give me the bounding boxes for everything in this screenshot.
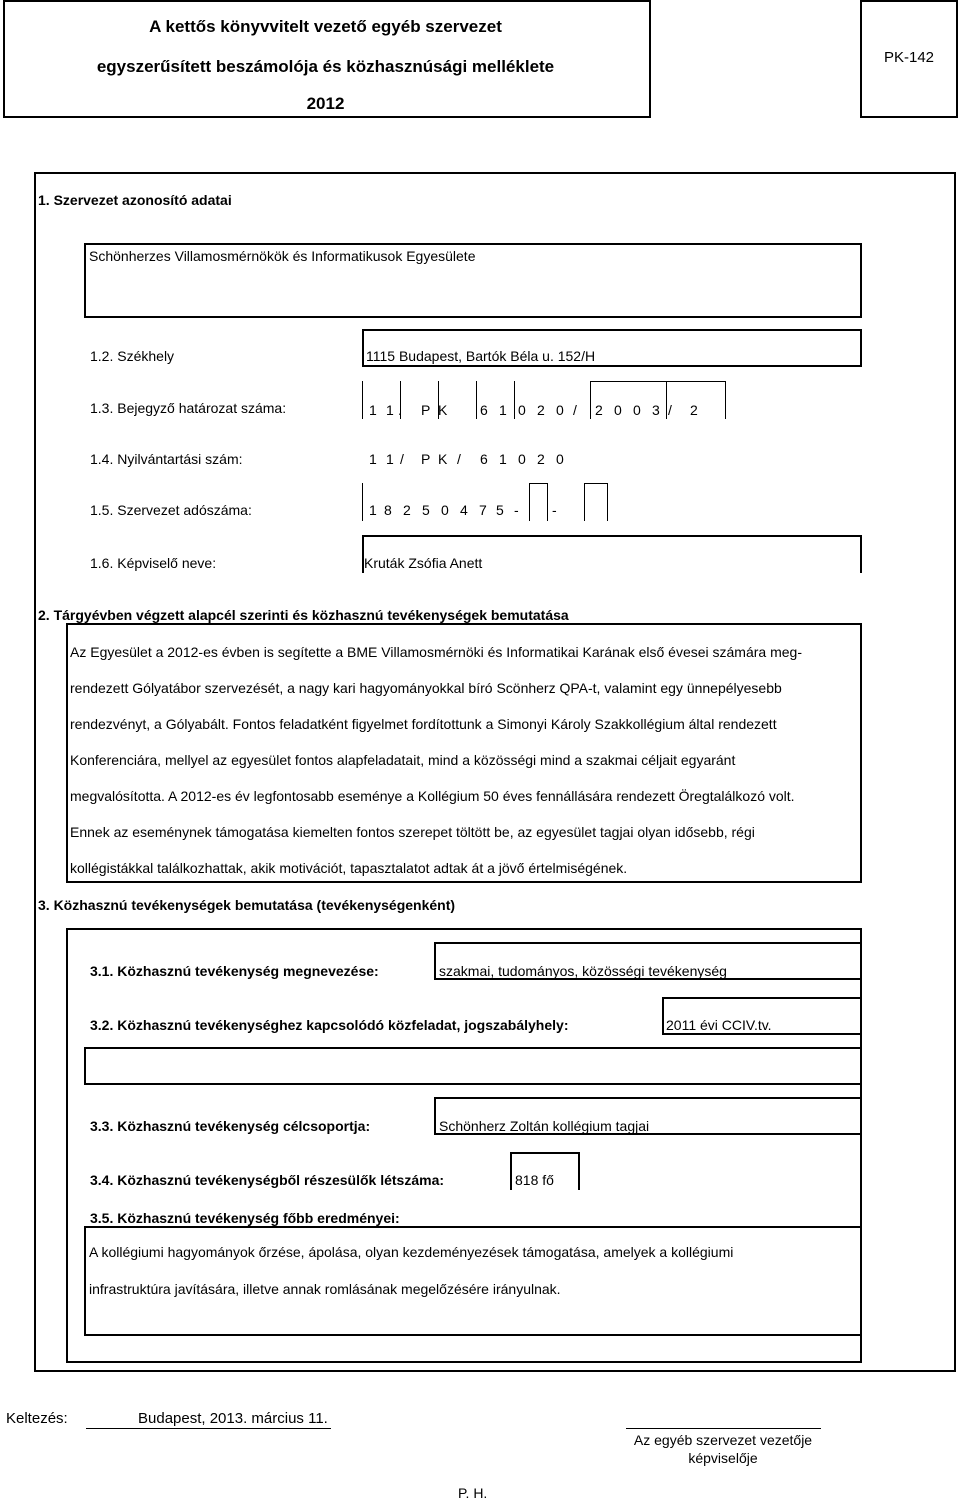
header-year: 2012 (306, 94, 345, 113)
tax-char: 7 (479, 502, 487, 518)
registry-char: 1 (386, 402, 394, 418)
tax-char: 1 (369, 502, 377, 518)
date-label: Keltezés: (6, 1410, 68, 1427)
record-char: 1 (369, 451, 377, 467)
activity-name-value: szakmai, tudományos, közösségi tevékenység (439, 963, 727, 979)
stamp-placeholder: P. H. (458, 1485, 488, 1501)
tax-label: 1.5. Szervezet adószáma: (90, 502, 252, 518)
registry-char: 0 (556, 402, 564, 418)
tax-char: 2 (403, 502, 411, 518)
signature-caption-line2: képviselője (688, 1450, 758, 1466)
tax-char: 0 (441, 502, 449, 518)
record-char: 1 (499, 451, 507, 467)
registry-char: 0 (518, 402, 526, 418)
record-char: / (457, 451, 461, 467)
record-char: 2 (537, 451, 545, 467)
registry-char: . (398, 402, 402, 418)
header-title-line2: egyszerűsített beszámolója és közhasznúsági melléklete (96, 57, 555, 76)
results-line: infrastruktúra javítására, illetve annak romlásának megelőzésére irányulnak. (89, 1281, 561, 1297)
tax-char: 4 (460, 502, 468, 518)
seat-value: 1115 Budapest, Bartók Béla u. 152/H (366, 348, 596, 364)
section2-line: rendezvényt, a Gólyabált. Fontos feladatként figyelmet fordítottunk a Simonyi Károly Szakkollégium által rendezett (70, 716, 777, 732)
registry-char: 1 (499, 402, 507, 418)
seat-label: 1.2. Székhely (90, 348, 175, 364)
registry-char: K (438, 402, 448, 418)
signature-line (626, 1428, 821, 1429)
section2-line: megvalósította. A 2012-es év legfontosabb eseménye a Kollégium 50 éves fennállására rendezett Öregtalálkozó volt. (70, 788, 795, 804)
section1-heading: 1. Szervezet azonosító adatai (38, 192, 232, 208)
record-char: 0 (518, 451, 526, 467)
public-task-label: 3.2. Közhasznú tevékenységhez kapcsolódó közfeladat, jogszabályhely: (90, 1017, 569, 1033)
registry-char: 0 (633, 402, 641, 418)
registry-label: 1.3. Bejegyző határozat száma: (90, 400, 287, 416)
record-label: 1.4. Nyilvántartási szám: (90, 451, 243, 467)
record-char: K (438, 451, 448, 467)
beneficiary-count-label: 3.4. Közhasznú tevékenységből részesülők létszáma: (90, 1172, 445, 1188)
tax-char: 5 (496, 502, 504, 518)
section2-line: Konferenciára, mellyel az egyesület fontos alapfeladatait, mind a közösségi mind a szakmai céljait egyaránt (70, 752, 736, 768)
section2-line: rendezett Gólyatábor szervezését, a nagy kari hagyományokkal bíró Scönherz QPA-t, valamint egy ünnepélyesebb (70, 680, 782, 696)
section2-line: kollégistákkal találkozhattak, akik motivációt, tapasztalatot adtak át a jövő értelmiségének. (70, 860, 628, 876)
results-label: 3.5. Közhasznú tevékenység főbb eredményei: (90, 1210, 400, 1226)
public-task-value: 2011 évi CCIV.tv. (666, 1017, 772, 1033)
results-line: A kollégiumi hagyományok őrzése, ápolása, olyan kezdeményezések támogatása, amelyek a kollégiumi (89, 1244, 734, 1260)
record-char: 0 (556, 451, 564, 467)
registry-char: 2 (537, 402, 545, 418)
date-value: Budapest, 2013. március 11. (138, 1410, 328, 1427)
record-char: / (400, 451, 404, 467)
date-underline (86, 1428, 331, 1429)
registry-char: 1 (369, 402, 377, 418)
section2-line: Ennek az eseménynek támogatása kiemelten fontos szerepet töltött be, az egyesület tagjai olyan idősebb, régi (70, 824, 755, 840)
registry-char: 6 (480, 402, 488, 418)
tax-char: 5 (422, 502, 430, 518)
section2-line: Az Egyesület a 2012-es évben is segítette a BME Villamosmérnöki és Informatikai Karának első évesei számára meg- (70, 644, 802, 660)
activity-name-label: 3.1. Közhasznú tevékenység megnevezése: (90, 963, 379, 979)
header-title-line1: A kettős könyvvitelt vezető egyéb szervezet (149, 17, 502, 36)
registry-char: 2 (595, 402, 603, 418)
tax-char: - (514, 502, 519, 518)
registry-char: 2 (690, 402, 698, 418)
beneficiary-count-value: 818 fő (515, 1172, 554, 1188)
section2-heading: 2. Tárgyévben végzett alapcél szerinti és közhasznú tevékenységek bemutatása (38, 607, 569, 623)
rep-value: Kruták Zsófia Anett (364, 555, 483, 571)
registry-char: 3 (652, 402, 660, 418)
section3-heading: 3. Közhasznú tevékenységek bemutatása (tevékenységenként) (38, 897, 456, 913)
record-char: P (421, 451, 431, 467)
org-name-value: Schönherzes Villamosmérnökök és Informatikusok Egyesülete (89, 248, 476, 264)
registry-char: / (573, 402, 577, 418)
tax-char: - (552, 502, 557, 518)
public-task-extra-box (84, 1047, 862, 1085)
target-group-value: Schönherz Zoltán kollégium tagjai (439, 1118, 650, 1134)
registry-char: 0 (614, 402, 622, 418)
registry-char: / (668, 402, 672, 418)
signature-caption-line1: Az egyéb szervezet vezetője (633, 1432, 813, 1448)
target-group-label: 3.3. Közhasznú tevékenység célcsoportja: (90, 1118, 371, 1134)
record-char: 6 (480, 451, 488, 467)
registry-char: P (421, 402, 431, 418)
form-code: PK-142 (883, 49, 935, 66)
tax-char: 8 (384, 502, 392, 518)
rep-label: 1.6. Képviselő neve: (90, 555, 217, 571)
record-char: 1 (386, 451, 394, 467)
